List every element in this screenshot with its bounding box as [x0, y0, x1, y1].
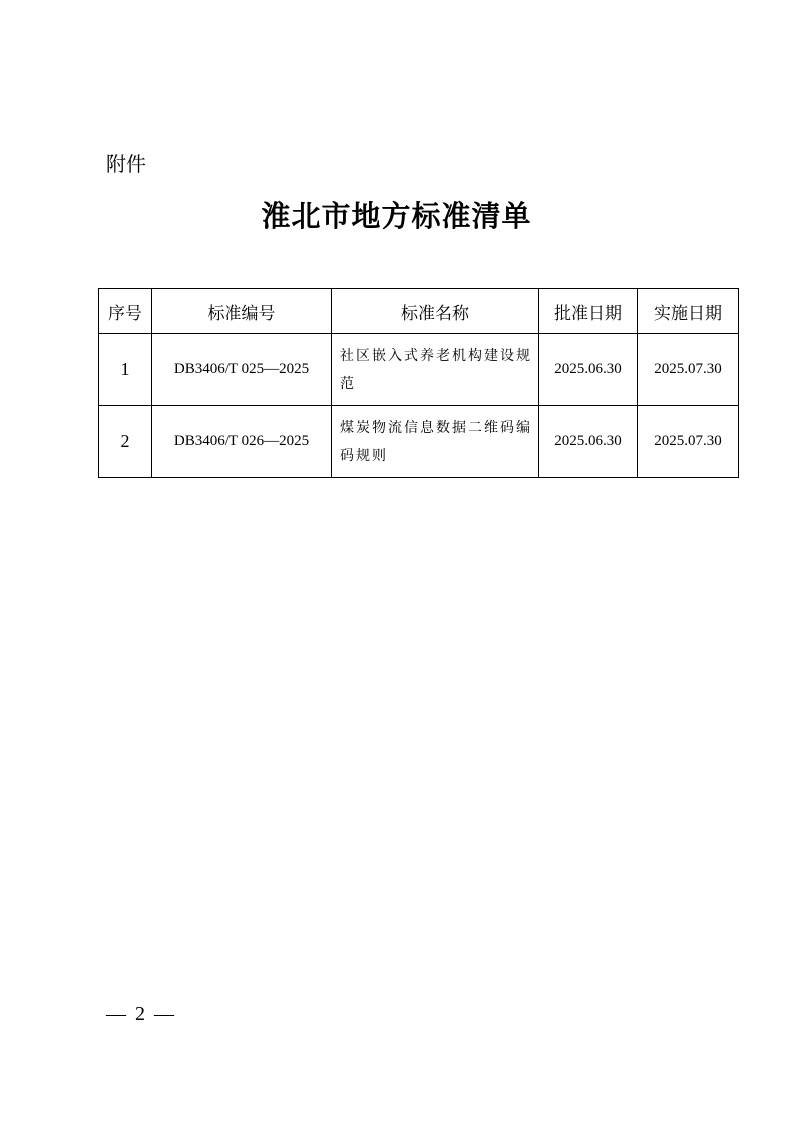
row-effective-date: 2025.07.30 — [638, 406, 739, 478]
document-title: 淮北市地方标准清单 — [261, 199, 532, 233]
row-code: DB3406/T 025—2025 — [152, 334, 332, 406]
header-approval-date: 批准日期 — [539, 289, 638, 334]
header-seq: 序号 — [99, 289, 152, 334]
header-effective-date: 实施日期 — [638, 289, 739, 334]
table-row — [99, 406, 739, 478]
row-effective-date: 2025.07.30 — [638, 334, 739, 406]
header-code: 标准编号 — [152, 289, 332, 334]
row-seq: 2 — [99, 406, 152, 478]
row-seq: 1 — [99, 334, 152, 406]
attachment-label: 附件 — [106, 152, 146, 176]
row-code: DB3406/T 026—2025 — [152, 406, 332, 478]
standards-table — [98, 288, 739, 478]
header-name: 标准名称 — [332, 289, 539, 334]
row-name: 社区嵌入式养老机构建设规范 — [332, 334, 539, 406]
table-header-row — [99, 289, 739, 334]
table-row — [99, 334, 739, 406]
row-name: 煤炭物流信息数据二维码编码规则 — [332, 406, 539, 478]
row-approval-date: 2025.06.30 — [539, 406, 638, 478]
row-approval-date: 2025.06.30 — [539, 334, 638, 406]
page-number: — 2 — — [106, 1003, 176, 1025]
